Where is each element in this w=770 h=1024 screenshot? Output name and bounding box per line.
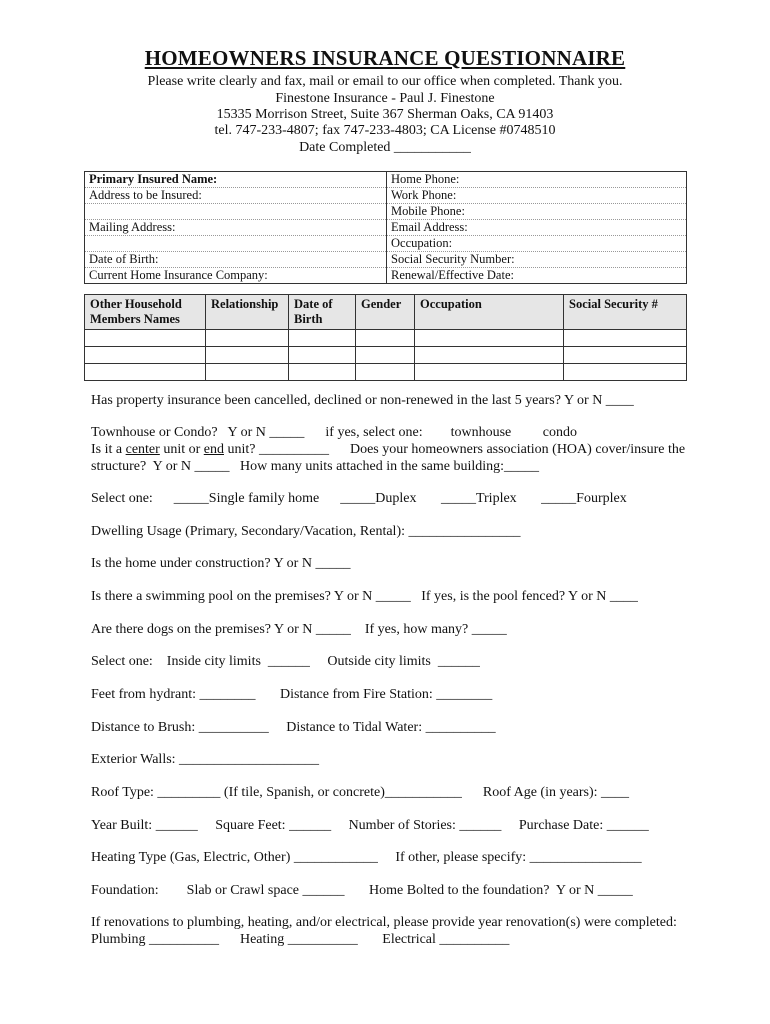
date-of-birth-field[interactable]: Date of Birth:	[85, 252, 387, 268]
agency-address: 15335 Morrison Street, Suite 367 Sherman Oaks, CA 91403	[216, 107, 554, 122]
ssn-field[interactable]: Social Security Number:	[387, 252, 687, 268]
insured-info-table	[84, 171, 687, 284]
col-member-name: Other Household Members Names	[85, 295, 206, 330]
question-heating-type[interactable]: Heating Type (Gas, Electric, Other) ____________ If other, please specify: ________________	[91, 850, 642, 865]
table-cell[interactable]	[289, 347, 356, 364]
text-fragment: unit? __________ Does your homeowners association (HOA) cover/insure the	[223, 442, 686, 457]
table-row	[85, 172, 687, 188]
table-cell[interactable]	[206, 364, 289, 381]
mailing-address-field[interactable]: Mailing Address:	[85, 220, 387, 236]
table-header-row	[85, 295, 687, 330]
question-hydrant-distance[interactable]: Feet from hydrant: ________ Distance from Fire Station: ________	[91, 687, 493, 702]
table-cell[interactable]	[356, 347, 415, 364]
question-brush-distance[interactable]: Distance to Brush: __________ Distance to Tidal Water: __________	[91, 720, 496, 735]
question-under-construction[interactable]: Is the home under construction? Y or N _____	[91, 556, 351, 571]
table-cell[interactable]	[564, 330, 687, 347]
address-continued-field[interactable]	[85, 204, 387, 220]
table-cell[interactable]	[206, 330, 289, 347]
question-foundation[interactable]: Foundation: Slab or Crawl space ______ Home Bolted to the foundation? Y or N _____	[91, 883, 633, 898]
renewal-date-field[interactable]: Renewal/Effective Date:	[387, 268, 687, 284]
occupation-field[interactable]: Occupation:	[387, 236, 687, 252]
table-row	[85, 252, 687, 268]
question-hoa-structure[interactable]: structure? Y or N _____ How many units attached in the same building:_____	[91, 459, 540, 474]
question-insurance-cancelled[interactable]: Has property insurance been cancelled, declined or non-renewed in the last 5 years? Y or N ____	[91, 393, 634, 408]
mobile-phone-field[interactable]: Mobile Phone:	[387, 204, 687, 220]
table-row	[85, 364, 687, 381]
table-row	[85, 220, 687, 236]
question-dogs[interactable]: Are there dogs on the premises? Y or N _____ If yes, how many? _____	[91, 622, 507, 637]
table-row	[85, 188, 687, 204]
table-cell[interactable]	[415, 347, 564, 364]
address-to-insure-field[interactable]: Address to be Insured:	[85, 188, 387, 204]
table-cell[interactable]	[415, 364, 564, 381]
table-row	[85, 236, 687, 252]
date-completed-field[interactable]: Date Completed ___________	[299, 140, 471, 155]
col-date-of-birth: Date of Birth	[289, 295, 356, 330]
table-cell[interactable]	[289, 330, 356, 347]
question-exterior-walls[interactable]: Exterior Walls: ____________________	[91, 752, 320, 767]
email-address-field[interactable]: Email Address:	[387, 220, 687, 236]
work-phone-field[interactable]: Work Phone:	[387, 188, 687, 204]
col-occupation: Occupation	[415, 295, 564, 330]
question-dwelling-usage[interactable]: Dwelling Usage (Primary, Secondary/Vacation, Rental): ________________	[91, 524, 521, 539]
page-title: HOMEOWNERS INSURANCE QUESTIONNAIRE	[144, 46, 626, 70]
question-dwelling-type[interactable]: Select one: _____Single family home _____Duplex _____Triplex _____Fourplex	[91, 491, 627, 506]
table-cell[interactable]	[289, 364, 356, 381]
end-option: end	[203, 442, 224, 457]
table-cell[interactable]	[564, 347, 687, 364]
center-option: center	[125, 442, 160, 457]
primary-insured-name-field[interactable]: Primary Insured Name:	[85, 172, 387, 188]
question-renovations: If renovations to plumbing, heating, and/or electrical, please provide year renovation(s) were completed:	[91, 915, 677, 930]
table-cell[interactable]	[356, 364, 415, 381]
text-fragment: Is it a	[91, 442, 126, 457]
question-renovation-years[interactable]: Plumbing __________ Heating __________ Electrical __________	[91, 932, 510, 947]
question-city-limits[interactable]: Select one: Inside city limits ______ Outside city limits ______	[91, 654, 480, 669]
table-row	[85, 330, 687, 347]
table-cell[interactable]	[206, 347, 289, 364]
question-townhouse-condo[interactable]: Townhouse or Condo? Y or N _____ if yes, select one: townhouse condo	[91, 425, 577, 440]
table-cell[interactable]	[85, 347, 206, 364]
question-year-built[interactable]: Year Built: ______ Square Feet: ______ Number of Stories: ______ Purchase Date: ______	[91, 818, 649, 833]
col-relationship: Relationship	[206, 295, 289, 330]
col-social-security: Social Security #	[564, 295, 687, 330]
table-row	[85, 268, 687, 284]
table-cell[interactable]	[85, 330, 206, 347]
table-cell[interactable]	[356, 330, 415, 347]
household-members-table	[84, 294, 687, 381]
question-swimming-pool[interactable]: Is there a swimming pool on the premises? Y or N _____ If yes, is the pool fenced? Y or N ____	[91, 589, 638, 604]
table-row	[85, 347, 687, 364]
question-roof[interactable]: Roof Type: _________ (If tile, Spanish, or concrete)___________ Roof Age (in years): ____	[91, 785, 630, 800]
table-row	[85, 204, 687, 220]
col-gender: Gender	[356, 295, 415, 330]
text-fragment: unit or	[159, 442, 204, 457]
table-cell[interactable]	[564, 364, 687, 381]
table-cell[interactable]	[415, 330, 564, 347]
home-phone-field[interactable]: Home Phone:	[387, 172, 687, 188]
agency-contact: tel. 747-233-4807; fax 747-233-4803; CA License #0748510	[214, 123, 556, 138]
mailing-address-continued-field[interactable]	[85, 236, 387, 252]
current-insurer-field[interactable]: Current Home Insurance Company:	[85, 268, 387, 284]
table-cell[interactable]	[85, 364, 206, 381]
agency-name: Finestone Insurance - Paul J. Finestone	[275, 91, 495, 106]
instructions-text: Please write clearly and fax, mail or email to our office when completed. Thank you.	[147, 74, 623, 89]
question-unit-position[interactable]	[91, 441, 685, 458]
